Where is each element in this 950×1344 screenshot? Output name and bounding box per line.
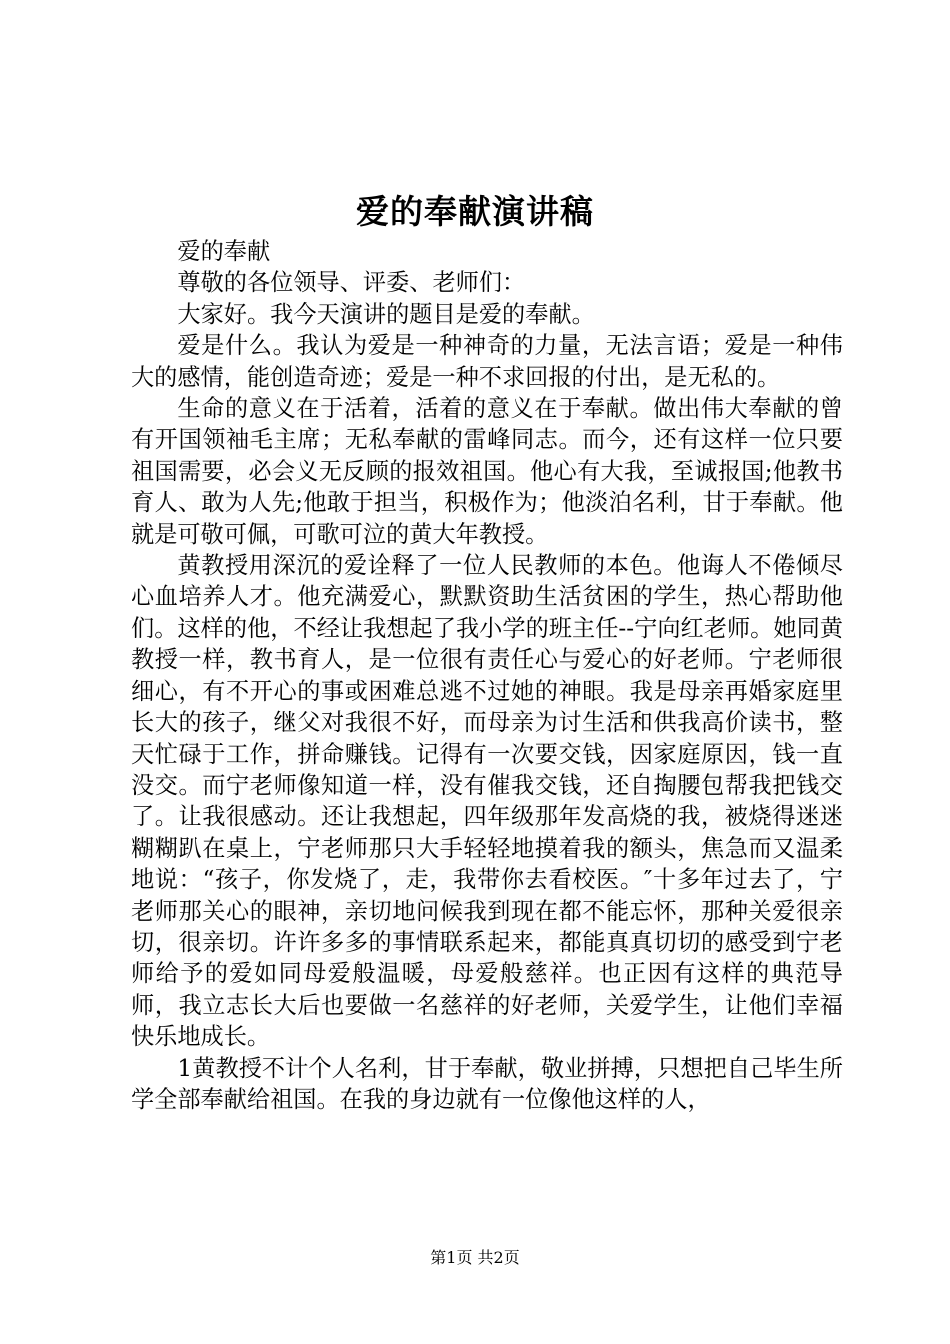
paragraph-subtitle: 爱的奉献 <box>177 238 271 265</box>
document-title: 爱的奉献演讲稿 <box>356 192 594 231</box>
paragraph-salutation: 尊敬的各位领导、评委、老师们： <box>177 269 526 297</box>
paragraph-meaning-of-life: 生命的意义在于活着，活着的意义在于奉献。做出伟大奉献的曾有开国领袖毛主席；无私奉献的雷峰同志。而今，还有这样一位只要祖国需要，必会义无反顾的报效祖国。他心有大我，至诚报国;他教书育人、敢为人先;他敢于担当，积极作为；他淡泊名利，甘于奉献。他就是可敬可佩，可歌可泣的黄大年教授。 <box>131 395 843 548</box>
paragraph-what-is-love: 爱是什么。我认为爱是一种神奇的力量，无法言语；爱是一种伟大的感情，能创造奇迹；爱是一种不求回报的付出，是无私的。 <box>131 332 843 391</box>
paragraph-teacher-story: 黄教授用深沉的爱诠释了一位人民教师的本色。他诲人不倦倾尽心血培养人才。他充满爱心，默默资助生活贫困的学生，热心帮助他们。这样的他，不经让我想起了我小学的班主任--宁向红老师。她同黄教授一样，教书育人，是一位很有责任心与爱心的好老师。宁老师很细心，有不开心的事或困难总逃不过她的神眼。我是母亲再婚家庭里长大的孩子，继父对我很不好，而母亲为讨生活和供我高价读书，整天忙碌于工作，拼命赚钱。记得有一次要交钱，因家庭原因，钱一直没交。而宁老师像知道一样，没有催我交钱，还自掏腰包帮我把钱交了。让我很感动。还让我想起，四年级那年发高烧的我，被烧得迷迷糊糊趴在桌上，宁老师那只大手轻轻地摸着我的额头，焦急而又温柔地说：“孩子，你发烧了，走，我带你去看校医。″十多年过去了，宁老师那关心的眼神，亲切地问候我到现在都不能忘怀，那种关爱很亲切，很亲切。许许多多的事情联系起来，都能真真切切的感受到宁老师给予的爱如同母爱般温暖，母爱般慈祥。也正因有这样的典范导师，我立志长大后也要做一名慈祥的好老师，关爱学生，让他们幸福快乐地成长。 <box>131 552 843 1051</box>
paragraph-dedication: 1黄教授不计个人名利，甘于奉献，敬业拼搏，只想把自己毕生所学全部奉献给祖国。在我的身边就有一位像他这样的人， <box>131 1054 843 1113</box>
document-body <box>131 236 843 1115</box>
paragraph-greeting: 大家好。我今天演讲的题目是爱的奉献。 <box>177 300 595 328</box>
page-footer: 第1页 共2页 <box>430 1248 520 1267</box>
